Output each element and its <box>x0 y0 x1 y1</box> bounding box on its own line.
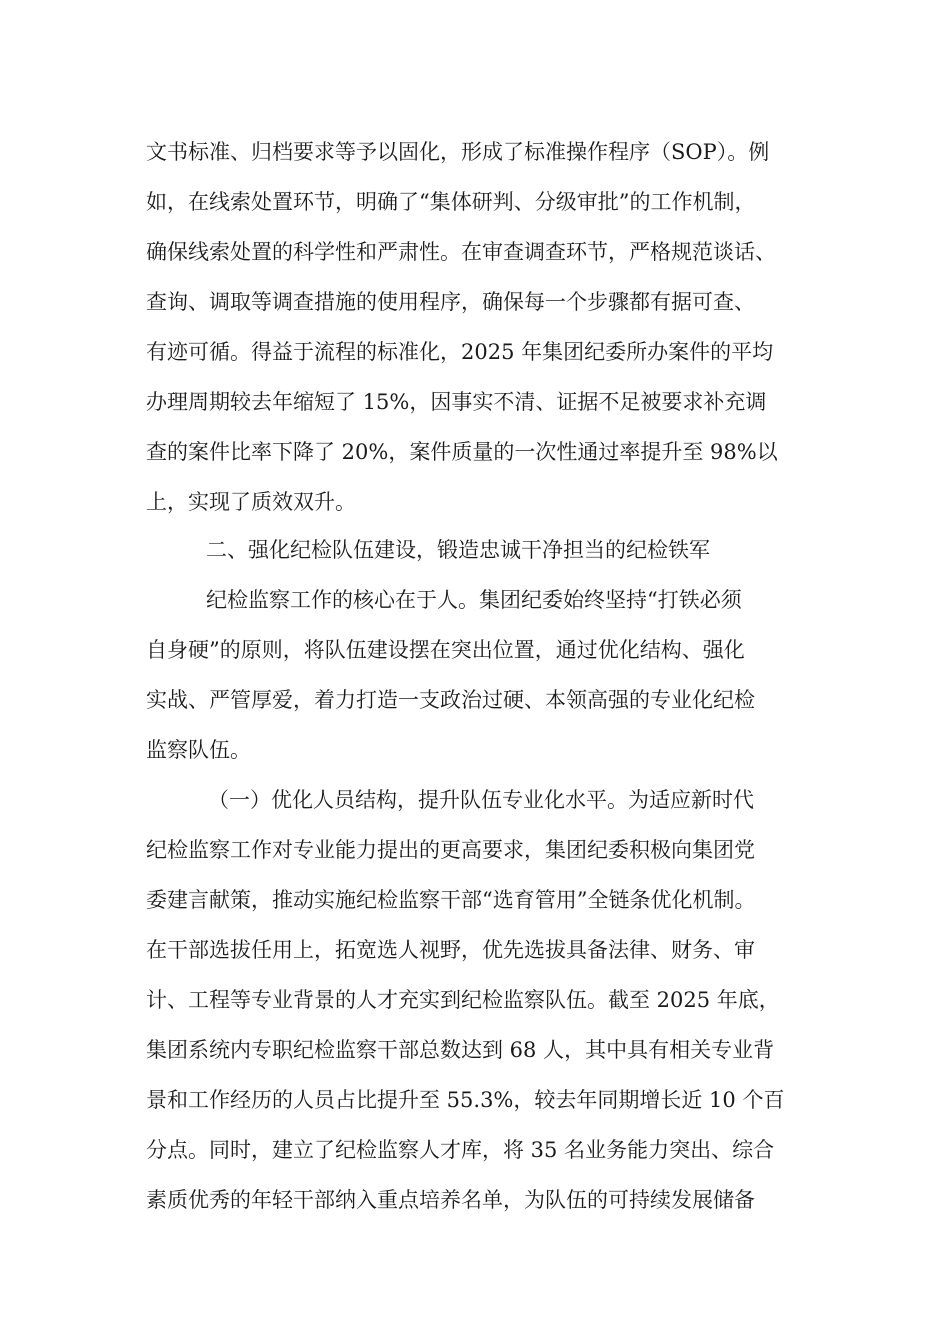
body-text-line: 确保线索处置的科学性和严肃性。在审查调查环节，严格规范谈话、 <box>146 240 776 264</box>
subsection-first-line: （一）优化人员结构，提升队伍专业化水平。为适应新时代 <box>208 788 754 812</box>
body-text-line: 办理周期较去年缩短了 15%，因事实不清、证据不足被要求补充调 <box>146 390 767 414</box>
body-text-line: 文书标准、归档要求等予以固化，形成了标准操作程序（SOP）。例 <box>146 140 770 164</box>
body-text-line: 纪检监察工作对专业能力提出的更高要求，集团纪委积极向集团党 <box>146 838 755 862</box>
body-text-line: 分点。同时，建立了纪检监察人才库，将 35 名业务能力突出、综合 <box>146 1138 775 1162</box>
body-text-line: 如，在线索处置环节，明确了“集体研判、分级审批”的工作机制， <box>146 190 756 214</box>
body-text-line: 上，实现了质效双升。 <box>146 490 356 514</box>
body-text-line: 查询、调取等调查措施的使用程序，确保每一个步骤都有据可查、 <box>146 290 755 314</box>
body-text-line: 查的案件比率下降了 20%，案件质量的一次性通过率提升至 98%以 <box>146 440 778 464</box>
body-text-line: 在干部选拔任用上，拓宽选人视野，优先选拔具备法律、财务、审 <box>146 938 755 962</box>
paragraph-first-line: 纪检监察工作的核心在于人。集团纪委始终坚持“打铁必须 <box>206 588 742 612</box>
body-text-line: 景和工作经历的人员占比提升至 55.3%，较去年同期增长近 10 个百 <box>146 1088 785 1112</box>
body-text-line: 实战、严管厚爱，着力打造一支政治过硬、本领高强的专业化纪检 <box>146 688 755 712</box>
body-text-line: 素质优秀的年轻干部纳入重点培养名单，为队伍的可持续发展储备 <box>146 1188 755 1212</box>
section-heading: 二、强化纪检队伍建设，锻造忠诚干净担当的纪检铁军 <box>206 538 710 562</box>
body-text-line: 集团系统内专职纪检监察干部总数达到 68 人，其中具有相关专业背 <box>146 1038 775 1062</box>
body-text-line: 委建言献策，推动实施纪检监察干部“选育管用”全链条优化机制。 <box>146 888 756 912</box>
body-text-line: 监察队伍。 <box>146 738 251 762</box>
body-text-line: 有迹可循。得益于流程的标准化，2025 年集团纪委所办案件的平均 <box>146 340 774 364</box>
body-text-line: 计、工程等专业背景的人才充实到纪检监察队伍。截至 2025 年底， <box>146 988 780 1012</box>
body-text-line: 自身硬”的原则，将队伍建设摆在突出位置，通过优化结构、强化 <box>146 638 745 662</box>
